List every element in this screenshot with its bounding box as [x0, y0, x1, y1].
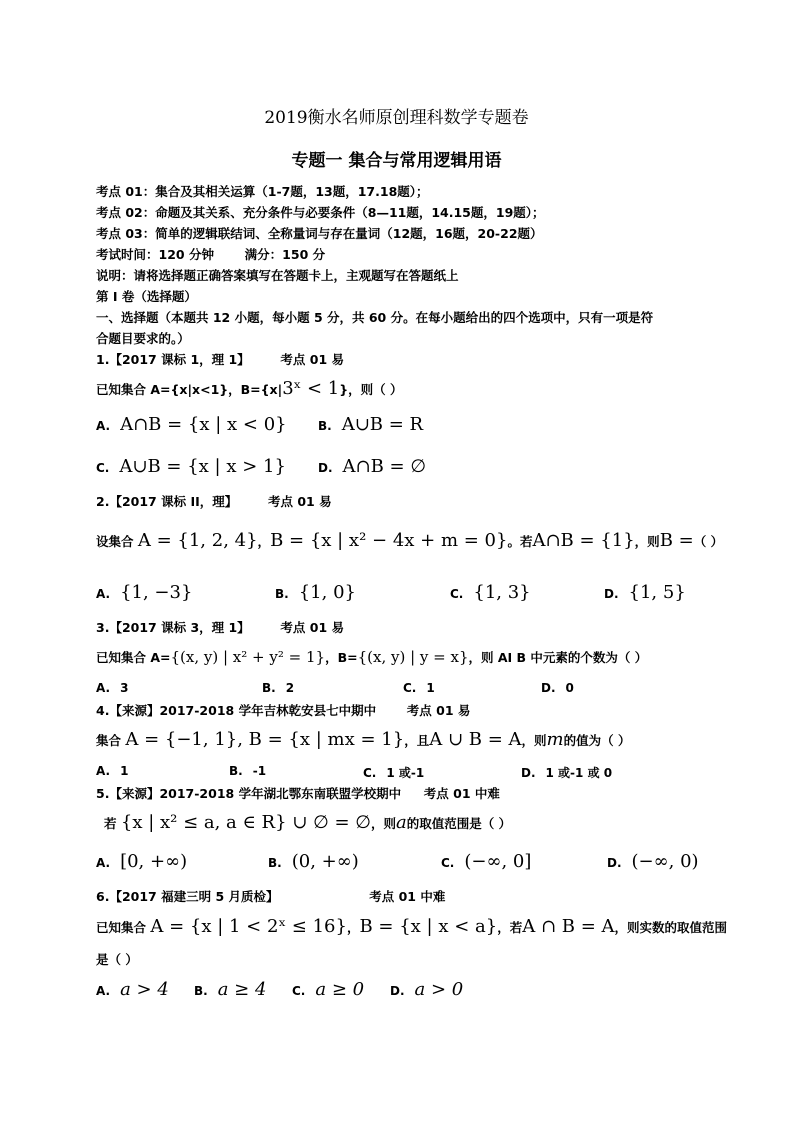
section-line-1: 一、选择题（本题共 12 小题，每小题 5 分，共 60 分。在每小题给出的四个选项中，只有一项是符	[96, 310, 654, 325]
part-title: 第 I 卷（选择题）	[96, 289, 197, 304]
section-line-2: 合题目要求的。）	[96, 331, 190, 346]
question-4-header: 4.【来源】2017-2018 学年吉林乾安县七中期中 考点 01 易	[96, 703, 471, 718]
question-3-option-b[interactable]: B. 2	[262, 681, 295, 695]
question-5-header: 5.【来源】2017-2018 学年湖北鄂东南联盟学校期中 考点 01 中难	[96, 786, 500, 801]
question-4-option-b[interactable]: B. -1	[229, 764, 267, 778]
question-4-stem: 集合 A = {−1, 1}, B = {x | mx = 1}，且A ∪ B = A，则m的值为（ ）	[96, 729, 631, 750]
question-5-stem: 若 {x | x² ≤ a, a ∈ R} ∪ ∅ = ∅，则a的取值范围是（ ）	[104, 812, 512, 833]
question-4-option-c[interactable]: C. 1 或-1	[363, 766, 425, 780]
question-3-option-a[interactable]: A. 3	[96, 681, 129, 695]
kaodian-1: 考点 01：集合及其相关运算（1-7题，13题，17.18题）；	[96, 184, 429, 199]
question-5-option-b[interactable]: B. (0, +∞)	[268, 851, 359, 872]
question-6-stem: 已知集合 A = {x | 1 < 2ˣ ≤ 16}，B = {x | x < a}，若A ∩ B = A，则实数的取值范围	[96, 916, 728, 937]
question-6-option-a[interactable]: A. a > 4	[96, 979, 169, 1000]
exam-note: 说明：请将选择题正确答案填写在答题卡上，主观题写在答题纸上	[96, 268, 459, 283]
question-5-option-d[interactable]: D. (−∞, 0)	[607, 851, 699, 872]
question-1-option-b[interactable]: B. A∪B = R	[318, 414, 424, 435]
page-subtitle: 专题一 集合与常用逻辑用语	[291, 151, 502, 171]
exam-info	[96, 245, 325, 263]
question-2-option-b[interactable]: B. {1, 0}	[275, 582, 356, 603]
question-3-header: 3.【2017 课标 3，理 1】 考点 01 易	[96, 620, 345, 635]
question-6-header: 6.【2017 福建三明 5 月质检】 考点 01 中难	[96, 889, 446, 904]
question-6-stem-line2: 是（ ）	[96, 952, 138, 967]
exam-time: 考试时间：120 分钟	[96, 247, 214, 262]
question-6-option-d[interactable]: D. a > 0	[390, 979, 464, 1000]
question-3-option-d[interactable]: D. 0	[541, 681, 574, 695]
question-2-option-d[interactable]: D. {1, 5}	[604, 582, 686, 603]
question-1-stem: 已知集合 A={x|x<1}，B={x|3ˣ < 1}，则（ ）	[96, 378, 403, 399]
question-2-header: 2.【2017 课标 II，理】 考点 01 易	[96, 494, 332, 509]
exam-score: 满分：150 分	[244, 247, 326, 262]
kaodian-3: 考点 03：简单的逻辑联结词、全称量词与存在量词（12题，16题，20-22题）	[96, 226, 543, 241]
question-1-option-d[interactable]: D. A∩B = ∅	[318, 456, 427, 477]
question-1-option-c[interactable]: C. A∪B = {x | x > 1}	[96, 456, 286, 477]
question-6-option-b[interactable]: B. a ≥ 4	[194, 979, 267, 1000]
kaodian-2: 考点 02：命题及其关系、充分条件与必要条件（8—11题，14.15题，19题）；	[96, 205, 545, 220]
question-2-stem: 设集合 A = {1, 2, 4}，B = {x | x² − 4x + m = 0}。若A∩B = {1}，则B =（ ）	[96, 530, 724, 551]
question-1-option-a[interactable]: A. A∩B = {x | x < 0}	[96, 414, 287, 435]
question-4-option-d[interactable]: D. 1 或-1 或 0	[521, 766, 613, 780]
question-3-stem: 已知集合 A={(x, y) | x² + y² = 1}，B={(x, y) | y = x}，则 AI B 中元素的个数为（ ）	[96, 648, 648, 666]
question-1-header: 1.【2017 课标 1，理 1】 考点 01 易	[96, 352, 345, 367]
question-2-option-c[interactable]: C. {1, 3}	[450, 582, 531, 603]
page-title: 2019衡水名师原创理科数学专题卷	[264, 108, 529, 128]
question-4-option-a[interactable]: A. 1	[96, 764, 129, 778]
question-6-option-c[interactable]: C. a ≥ 0	[292, 979, 365, 1000]
question-2-option-a[interactable]: A. {1, −3}	[96, 582, 193, 603]
question-5-option-a[interactable]: A. [0, +∞)	[96, 851, 188, 872]
question-3-option-c[interactable]: C. 1	[403, 681, 435, 695]
question-5-option-c[interactable]: C. (−∞, 0]	[441, 851, 532, 872]
